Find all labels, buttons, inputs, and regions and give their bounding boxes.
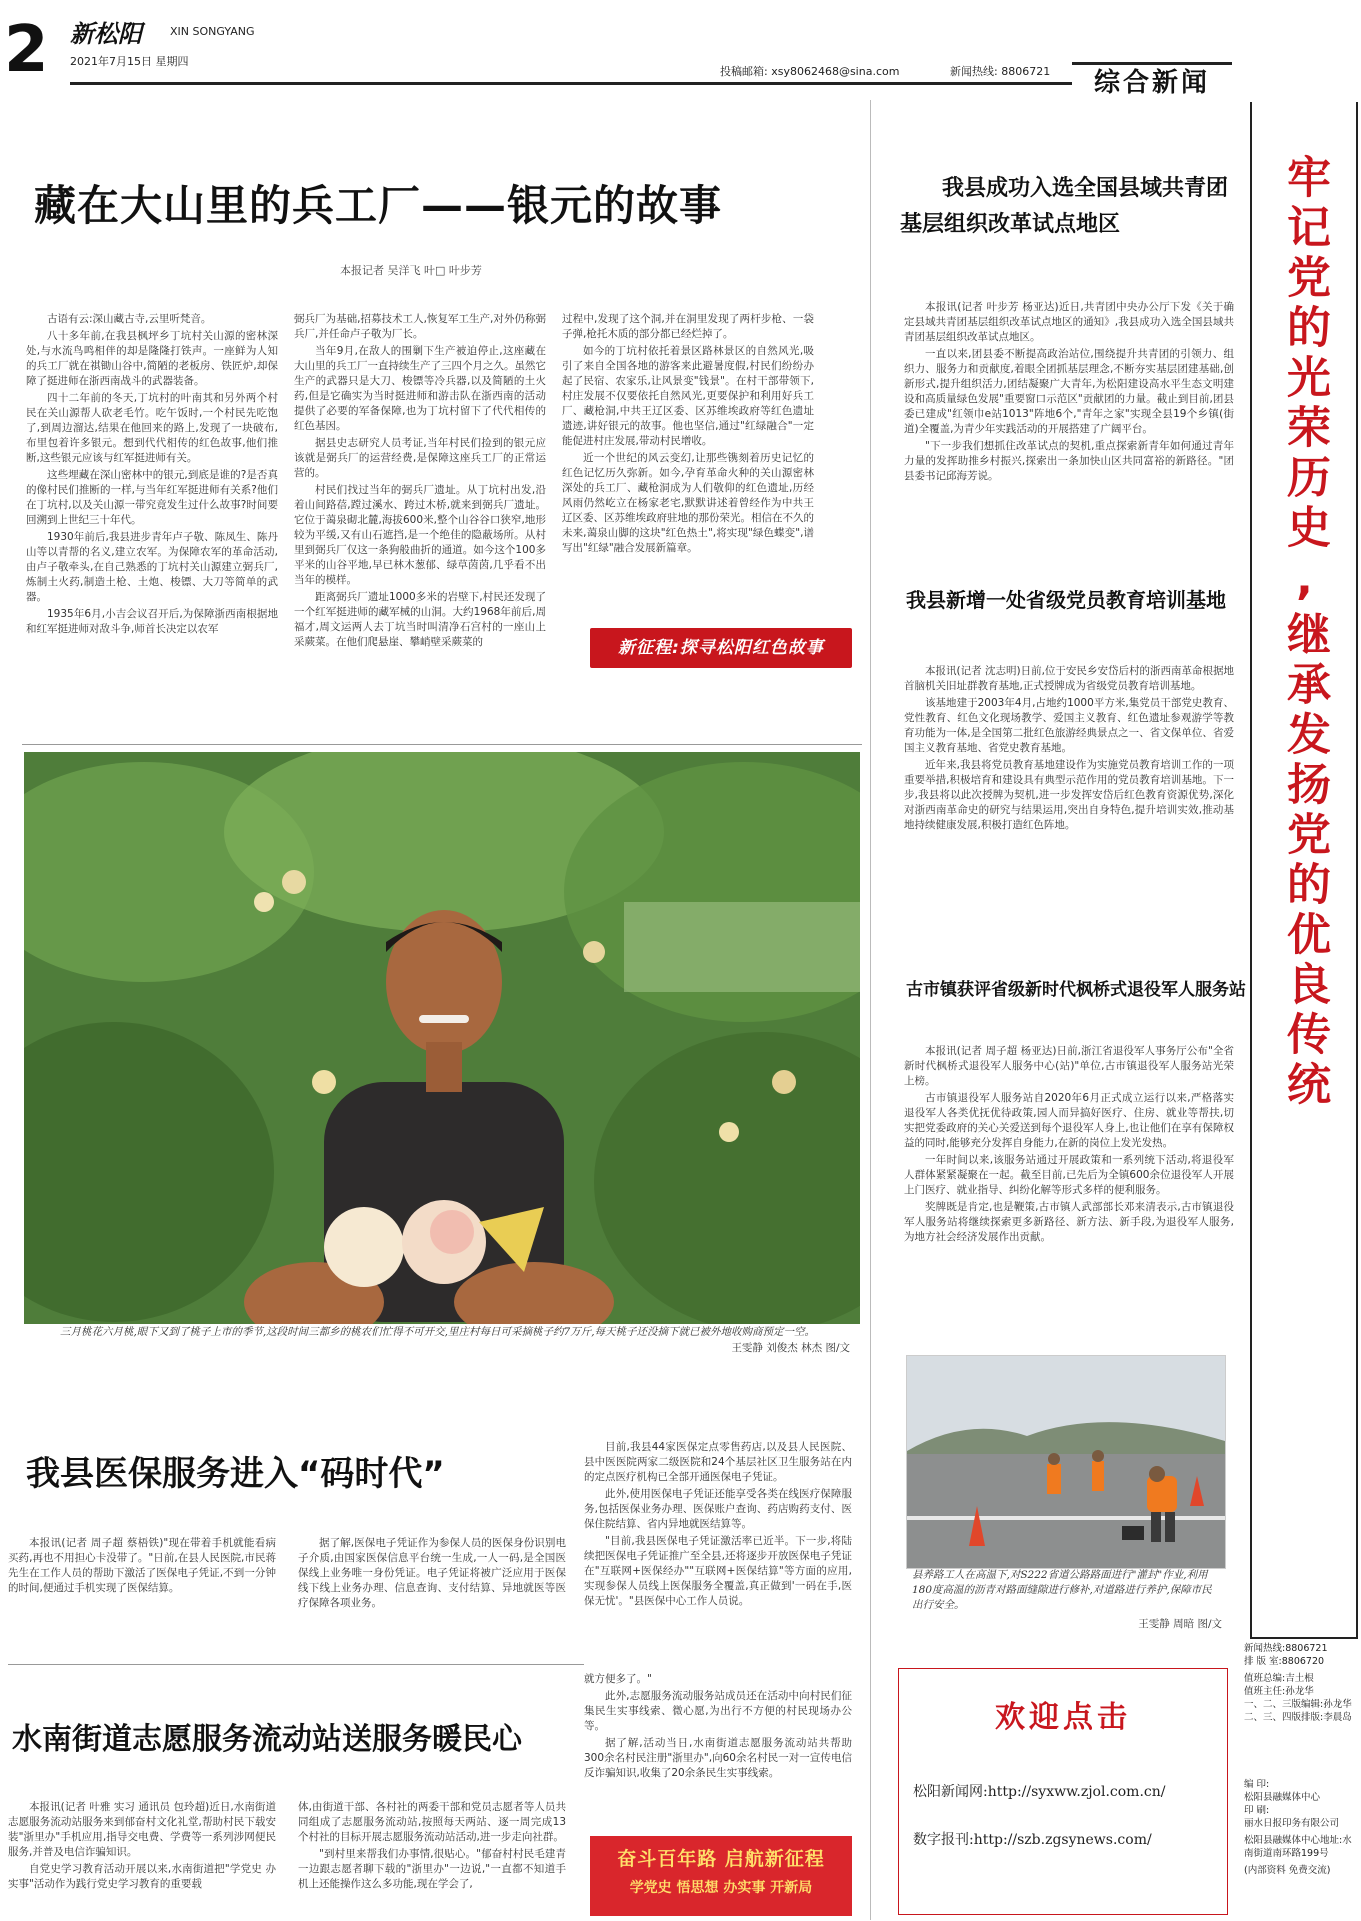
article-main-col2 xyxy=(294,312,546,712)
paragraph: 古市镇退役军人服务站自2020年6月正式成立运行以来,严格落实退役军人各类优抚优待政策,园人而异搞好医疗、住房、就业等帮扶,切实把党委政府的关心关爱送到每个退役军人身上,也让他们在享有保障权益的同时,能够充分发挥自身能力,在新的岗位上发光发热。 xyxy=(904,1092,1234,1149)
paragraph: 八十多年前,在我县枫坪乡丁坑村关山源的密林深处,与水流鸟鸣相伴的却是隆隆打铁声。一座鲜为人知的兵工厂就在祺锄山谷中,简陋的老板房、铁匠炉,却保障了挺进师在浙西南战斗的武器装备。 xyxy=(26,330,278,387)
paragraph: 这些埋藏在深山密林中的银元,到底是谁的?是否真的像村民们推断的一样,与当年红军挺进师有关系?他们在丁坑村,以及关山源一带究竟发生过什么故事?时间要回溯到上世纪三十年代。 xyxy=(26,469,278,526)
paragraph: 此外,志愿服务流动服务站成员还在活动中向村民们征集民生实事线索、微心愿,为出行不方便的村民现场办公等。 xyxy=(584,1690,852,1732)
article-volunteer-col3 xyxy=(584,1672,852,1822)
sidebar-publisher-line: 编 印: xyxy=(1244,1779,1270,1790)
section-label-text: 综合新闻 xyxy=(1093,68,1210,98)
welcome-title: 欢迎点击 xyxy=(995,1700,1131,1735)
sidebar-editor: 二、三、四版排版:李晨岛 xyxy=(1244,1712,1352,1723)
paragraph: 过程中,发现了这个洞,并在洞里发现了两杆步枪、一袋子弹,枪托木质的部分都已经烂掉了。 xyxy=(562,313,814,340)
paragraph: 目前,我县44家医保定点零售药店,以及县人民医院、县中医医院两家二级医院和24个基层社区卫生服务站在内的定点医疗机构已全部开通医保电子凭证。 xyxy=(584,1441,852,1483)
paragraph: 本报讯(记者 周子超 蔡梧铁)"现在带着手机就能看病买药,再也不用担心卡没带了。"日前,在县人民医院,市民蒋先生在工作人员的帮助下激活了医保电子凭证,不到一分钟的时间,便通过手机实现了医保结算。 xyxy=(8,1537,276,1594)
article-veteran-body xyxy=(904,1044,1234,1334)
paragraph: 自党史学习教育活动开展以来,水南街道把"学党史 办实事"活动作为践行党史学习教育的重要载 xyxy=(8,1863,276,1890)
paragraph: 本报讯(记者 叶步芳 杨亚达)近日,共青团中央办公厅下发《关于确定县域共青团基层组织改革试点地区的通知》,我县成功入选全国县域共青团基层组织改革试点地区。 xyxy=(904,301,1234,343)
sidebar-note: (内部资料 免费交流) xyxy=(1244,1865,1331,1876)
paragraph: 1935年6月,小吉会议召开后,为保障浙西南根据地和红军挺进师对敌斗争,师首长决定以农军 xyxy=(26,608,278,635)
photo-main-caption xyxy=(60,1324,850,1356)
sidebar-slogan: 牢记党的光荣历史,继承发扬党的优良传统 xyxy=(1279,154,1330,1111)
sidebar-publisher-line: 松阳县融媒体中心 xyxy=(1244,1792,1321,1803)
centenary-banner-line2: 学党史 悟思想 办实事 开新局 xyxy=(629,1880,813,1896)
paragraph: 古语有云:深山藏古寺,云里听梵音。 xyxy=(47,313,212,325)
welcome-box xyxy=(898,1668,1228,1915)
paragraph: 1930年前后,我县进步青年卢子敬、陈凤生、陈丹山等以青帮的名义,建立农军。为保障农军的革命活动,由卢子敬牵头,在自己熟悉的丁坑村关山源建立弼兵厂,炼制土火药,制造土枪、土炮、梭镖、大刀等简单的武器。 xyxy=(26,531,278,603)
paragraph: 就方便多了。" xyxy=(584,1673,652,1685)
photo-main-caption-text: 三月桃花六月桃,眼下又到了桃子上市的季节,这段时间三都乡的桃农们忙得不可开交,里庄村每日可采摘桃子约7万斤,每天桃子还没摘下就已被外地收购商预定一空。 xyxy=(60,1326,816,1338)
divider-rule xyxy=(8,1664,584,1665)
paragraph: 本报讯(记者 叶雅 实习 通讯员 包玲超)近日,水南街道志愿服务流动站服务来到郁奋村文化礼堂,帮助村民下载安装"浙里办"手机应用,指导交电费、学费等一系列涉网便民服务,并普及电信诈骗知识。 xyxy=(8,1801,276,1858)
sidebar-hotline: 新闻热线:8806721 xyxy=(1244,1643,1328,1654)
article-main-col1 xyxy=(26,312,278,712)
right-col-rule xyxy=(870,100,871,1920)
article-youth-title-line1: 我县成功入选全国县域共青团 xyxy=(942,175,1229,201)
paper-name: 新松阳 xyxy=(70,19,142,48)
section-label xyxy=(1072,62,1232,105)
sidebar-editor: 一、二、三版编辑:孙龙华 xyxy=(1244,1699,1352,1710)
article-volunteer-col1 xyxy=(8,1800,276,1918)
article-volunteer-col2 xyxy=(298,1800,566,1918)
paragraph: "目前,我县医保电子凭证激活率已近半。下一步,将陆续把医保电子凭证推广至全县,还将逐步开放医保电子凭证在"互联网+医保经办""互联网+医保结算"等方面的应用,实现参保人员线上医保服务全覆盖,真正做到'一码在手,医保无忧'。"县医保中心工作人员说。 xyxy=(584,1535,852,1607)
paragraph: 一年时间以来,该服务站通过开展政策和一系列统下活动,将退役军人群体紧紧凝聚在一起。截至目前,已先后为全镇600余位退役军人开展上门医疗、就业指导、纠纷化解等形式多样的便利服务。 xyxy=(904,1154,1234,1196)
page-number: 2 xyxy=(4,13,49,87)
paragraph: 村民们找过当年的弼兵厂遗址。从丁坑村出发,沿着山间路蓓,蹚过溪水、跨过木桥,就来到弼兵厂遗址。它位于蔼泉砌北麓,海拔600米,整个山谷谷口狭窄,地形较为平缓,又有山石遮挡,是一个绝佳的隐蔽场所。从村里到弼兵厂仅这一条狗般曲折的通道。如今这个100多平米的山谷平地,早已林木葱郁、绿草茵茵,几乎看不出当年的模样。 xyxy=(294,484,546,586)
news-hotline: 新闻热线: 8806721 xyxy=(950,65,1051,78)
peach-orchard-illustration xyxy=(24,752,860,1324)
sidebar-publisher-line: 印 刷: xyxy=(1244,1805,1270,1816)
photo-road-caption-text: 县养路工人在高温下,对S222省道公路路面进行"灌封"作业,利用180度高温的沥青对路面缝隙进行修补,对道路进行养护,保障市民出行安全。 xyxy=(912,1569,1212,1611)
link-news-site[interactable]: 松阳新闻网:http://syxww.zjol.com.cn/ xyxy=(913,1784,1166,1800)
article-medical-col2 xyxy=(298,1536,566,1656)
paragraph: 一直以来,团县委不断提高政治站位,围绕提升共青团的引领力、组织力、服务力和贡献度,着眼全团抓基层理念,不断夯实基层团建基础,创新形式,提升组织活力,团结凝聚广大青年,为松阳建设高水平生态文明建设和高质量绿色发展"重要窗口示范区"贡献团的力量。截止到目前,团县委已建成"红领巾e站1013"阵地6个,"青年之家"实现全县19个乡镇(街道)全覆盖,为青少年实践活动的开展搭建了广阔平台。 xyxy=(904,348,1234,435)
sidebar-slogan-box xyxy=(1250,102,1358,1639)
paragraph: 四十二年前的冬天,丁坑村的叶南其和另外两个村民在关山源帮人砍老毛竹。吃午饭时,一个村民先吃饱了,到周边溜达,结果在他回来的路上,发现了一块破布,布里包着许多银元。想到代代相传的红色故事,他们推断,这些银元应该与红军挺进师有关。 xyxy=(26,392,278,464)
paragraph: 近一个世纪的风云变幻,让那些镌刻着历史记忆的红色记忆历久弥新。如今,孕育革命火种的关山源密林深处的兵工厂、藏枪洞成为人们敬仰的红色遗址,历经风雨仍然屹立在杨家老宅,默默讲述着曾经作为中共王辽区委、区苏维埃政府驻地的那份荣光。相信在不久的未来,蔼泉山脚的这块"红色热土",将实现"绿色蝶变",谱写出"红绿"融合发展新篇章。 xyxy=(562,452,814,554)
photo-road-credit: 王雯静 周暗 图/文 xyxy=(1138,1618,1222,1630)
article-training-body xyxy=(904,664,1234,904)
article-volunteer-title: 水南街道志愿服务流动站送服务暖民心 xyxy=(12,1722,522,1757)
issue-date: 2021年7月15日 星期四 xyxy=(70,55,189,68)
peach-farmer-photo xyxy=(24,752,860,1324)
divider-rule xyxy=(22,744,862,745)
sidebar-editor: 值班总编:吉土根 xyxy=(1244,1673,1314,1684)
centenary-banner xyxy=(590,1836,852,1916)
paragraph: 本报讯(记者 周子超 杨亚达)日前,浙江省退役军人事务厅公布"全省新时代枫桥式退役军人服务中心(站)"单位,古市镇退役军人服务站光荣上榜。 xyxy=(904,1045,1234,1087)
photo-road-caption xyxy=(912,1568,1222,1632)
paragraph: "下一步我们想抓住改革试点的契机,重点探索新青年如何通过青年力量的发挥助推乡村振兴,探索出一条加快山区共同富裕的新路径。"团县委书记邱海芳说。 xyxy=(904,440,1234,482)
article-medical-title: 我县医保服务进入“码时代” xyxy=(26,1454,445,1494)
article-main-byline: 本报记者 吴洋飞 叶□ 叶步芳 xyxy=(340,264,482,277)
centenary-banner-line1: 奋斗百年路 启航新征程 xyxy=(617,1848,825,1870)
sidebar-editor: 值班主任:孙龙华 xyxy=(1244,1686,1314,1697)
paragraph: 据了解,医保电子凭证作为参保人员的医保身份识别电子介质,由国家医保信息平台统一生成,一人一码,是全国医保线上业务唯一身份凭证。电子凭证将被广泛应用于医保线下线上业务办理、信息查询、支付结算、异地就医等医疗保障各项业务。 xyxy=(298,1537,566,1609)
series-banner xyxy=(590,628,852,668)
paragraph: 近年来,我县将党员教育基地建设作为实施党员教育培训工作的一项重要举措,积极培育和建设具有典型示范作用的党员教育培训基地。下一步,我县将以此次授牌为契机,进一步发挥安岱后红色教育资源优势,深化对浙西南革命史的研究与结果运用,突出自身特色,提升培训实效,推动基地持续健康发展,积极打造红色阵地。 xyxy=(904,759,1234,831)
sidebar-publisher-line: 丽水日报印务有限公司 xyxy=(1244,1818,1340,1829)
sidebar-office: 排 版 室:8806720 xyxy=(1244,1656,1325,1667)
paragraph: 本报讯(记者 沈志明)日前,位于安民乡安岱后村的浙西南革命根据地首脑机关旧址群教育基地,正式授牌成为省级党员教育培训基地。 xyxy=(904,665,1234,692)
paragraph: "到村里来帮我们办事情,很贴心。"郁奋村村民毛建青一边跟志愿者聊下载的"浙里办"一边说,"一直都不知道手机上还能操作这么多功能,现在学会了, xyxy=(298,1848,566,1890)
paragraph: 体,由街道干部、各村社的两委干部和党员志愿者等人员共同组成了志愿服务流动站,按照每天两站、逐一周完成13个村社的目标开展志愿服务流动站活动,进一步走向社群。 xyxy=(298,1801,566,1843)
series-banner-text: 新征程:探寻松阳红色故事 xyxy=(618,638,824,658)
paragraph: 当年9月,在敌人的围剿下生产被迫停止,这座藏在大山里的兵工厂一直持续生产了三四个月之久。虽然它生产的武器只是大刀、梭镖等冷兵器,以及简陋的土火药,但是它确实为当时挺进师和游击队在浙西南的活动提供了必要的军备保障,也为丁坑村留下了代代相传的红色基因。 xyxy=(294,345,546,432)
photo-main-credit: 王雯静 刘俊杰 林杰 图/文 xyxy=(731,1342,850,1354)
article-youth-title-line2: 基层组织改革试点地区 xyxy=(900,211,1121,237)
paragraph: 据了解,活动当日,水南街道志愿服务流动站共帮助300余名村民注册"浙里办",向60余名村民一对一宣传电信反诈骗知识,收集了20余条民生实事线索。 xyxy=(584,1737,852,1779)
paragraph: 弼兵厂为基础,招募技术工人,恢复军工生产,对外仍称弼兵厂,并任命卢子敬为厂长。 xyxy=(294,313,546,340)
link-digital-paper[interactable]: 数字报刊:http://szb.zgsynews.com/ xyxy=(913,1832,1152,1848)
masthead-rule xyxy=(70,82,1072,85)
paper-name-en: XIN SONGYANG xyxy=(170,25,255,38)
article-youth-title xyxy=(900,170,1235,242)
road-workers-photo xyxy=(906,1355,1226,1569)
article-medical-col3 xyxy=(584,1440,852,1658)
paragraph: 如今的丁坑村依托着景区路林景区的自然风光,吸引了来自全国各地的游客来此避暑度假,村民们纷纷办起了民宿、农家乐,让风景变"钱景"。在村干部带领下,村庄发展不仅要依托自然风光,更要保护和利用好兵工厂、藏枪洞,中共王辽区委、区苏维埃政府等红色遗址遗迹,讲好银元的故事。他也坚信,通过"红绿融合"一定能促进村庄发展,带动村民增收。 xyxy=(562,345,814,447)
sidebar-address: 松阳县融媒体中心地址:水南街道南环路199号 xyxy=(1244,1835,1352,1859)
paragraph: 奖牌既是肯定,也是鞭策,古市镇人武部部长邓来清表示,古市镇退役军人服务站将继续探索更多新路径、新方法、新手段,为退役军人服务,为地方社会经济发展作出贡献。 xyxy=(904,1201,1234,1243)
paragraph: 距离弼兵厂遗址1000多米的岩壁下,村民还发现了一个红军挺进师的藏军械的山洞。大约1968年前后,周福才,周文运两人去丁坑当时叫清净石宫村的一座山上采蕨菜。在他们爬悬崖、攀峭壁采蕨菜的 xyxy=(294,591,546,648)
article-main-title: 藏在大山里的兵工厂——银元的故事 xyxy=(34,181,723,230)
paragraph: 该基地建于2003年4月,占地约1000平方米,集党员干部党史教育、党性教育、红色文化现场教学、爱国主义教育、红色遗址参观游学等教育功能为一体,是全国第二批红色旅游经典景点之一、省文保单位、省爱国主义教育基地、省党史教育基地。 xyxy=(904,697,1234,754)
sidebar-contacts xyxy=(1244,1642,1360,1724)
article-medical-col1 xyxy=(8,1536,276,1656)
article-youth-body xyxy=(904,300,1234,530)
article-veteran-title: 古市镇获评省级新时代枫桥式退役军人服务站 xyxy=(906,980,1246,1000)
submission-email: 投稿邮箱: xsy8062468@sina.com xyxy=(720,65,900,78)
road-maintenance-illustration xyxy=(907,1356,1225,1568)
paragraph: 据县史志研究人员考证,当年村民们捡到的银元应该就是弼兵厂的运营经费,是保障这座兵工厂的正常运营的。 xyxy=(294,437,546,479)
paragraph: 此外,使用医保电子凭证还能享受各类在线医疗保障服务,包括医保业务办理、医保账户查询、药店购药支付、医保住院结算、省内异地就医结算等。 xyxy=(584,1488,852,1530)
article-training-title: 我县新增一处省级党员教育培训基地 xyxy=(906,588,1226,612)
article-main-col3 xyxy=(562,312,814,622)
sidebar-publisher xyxy=(1244,1778,1360,1877)
